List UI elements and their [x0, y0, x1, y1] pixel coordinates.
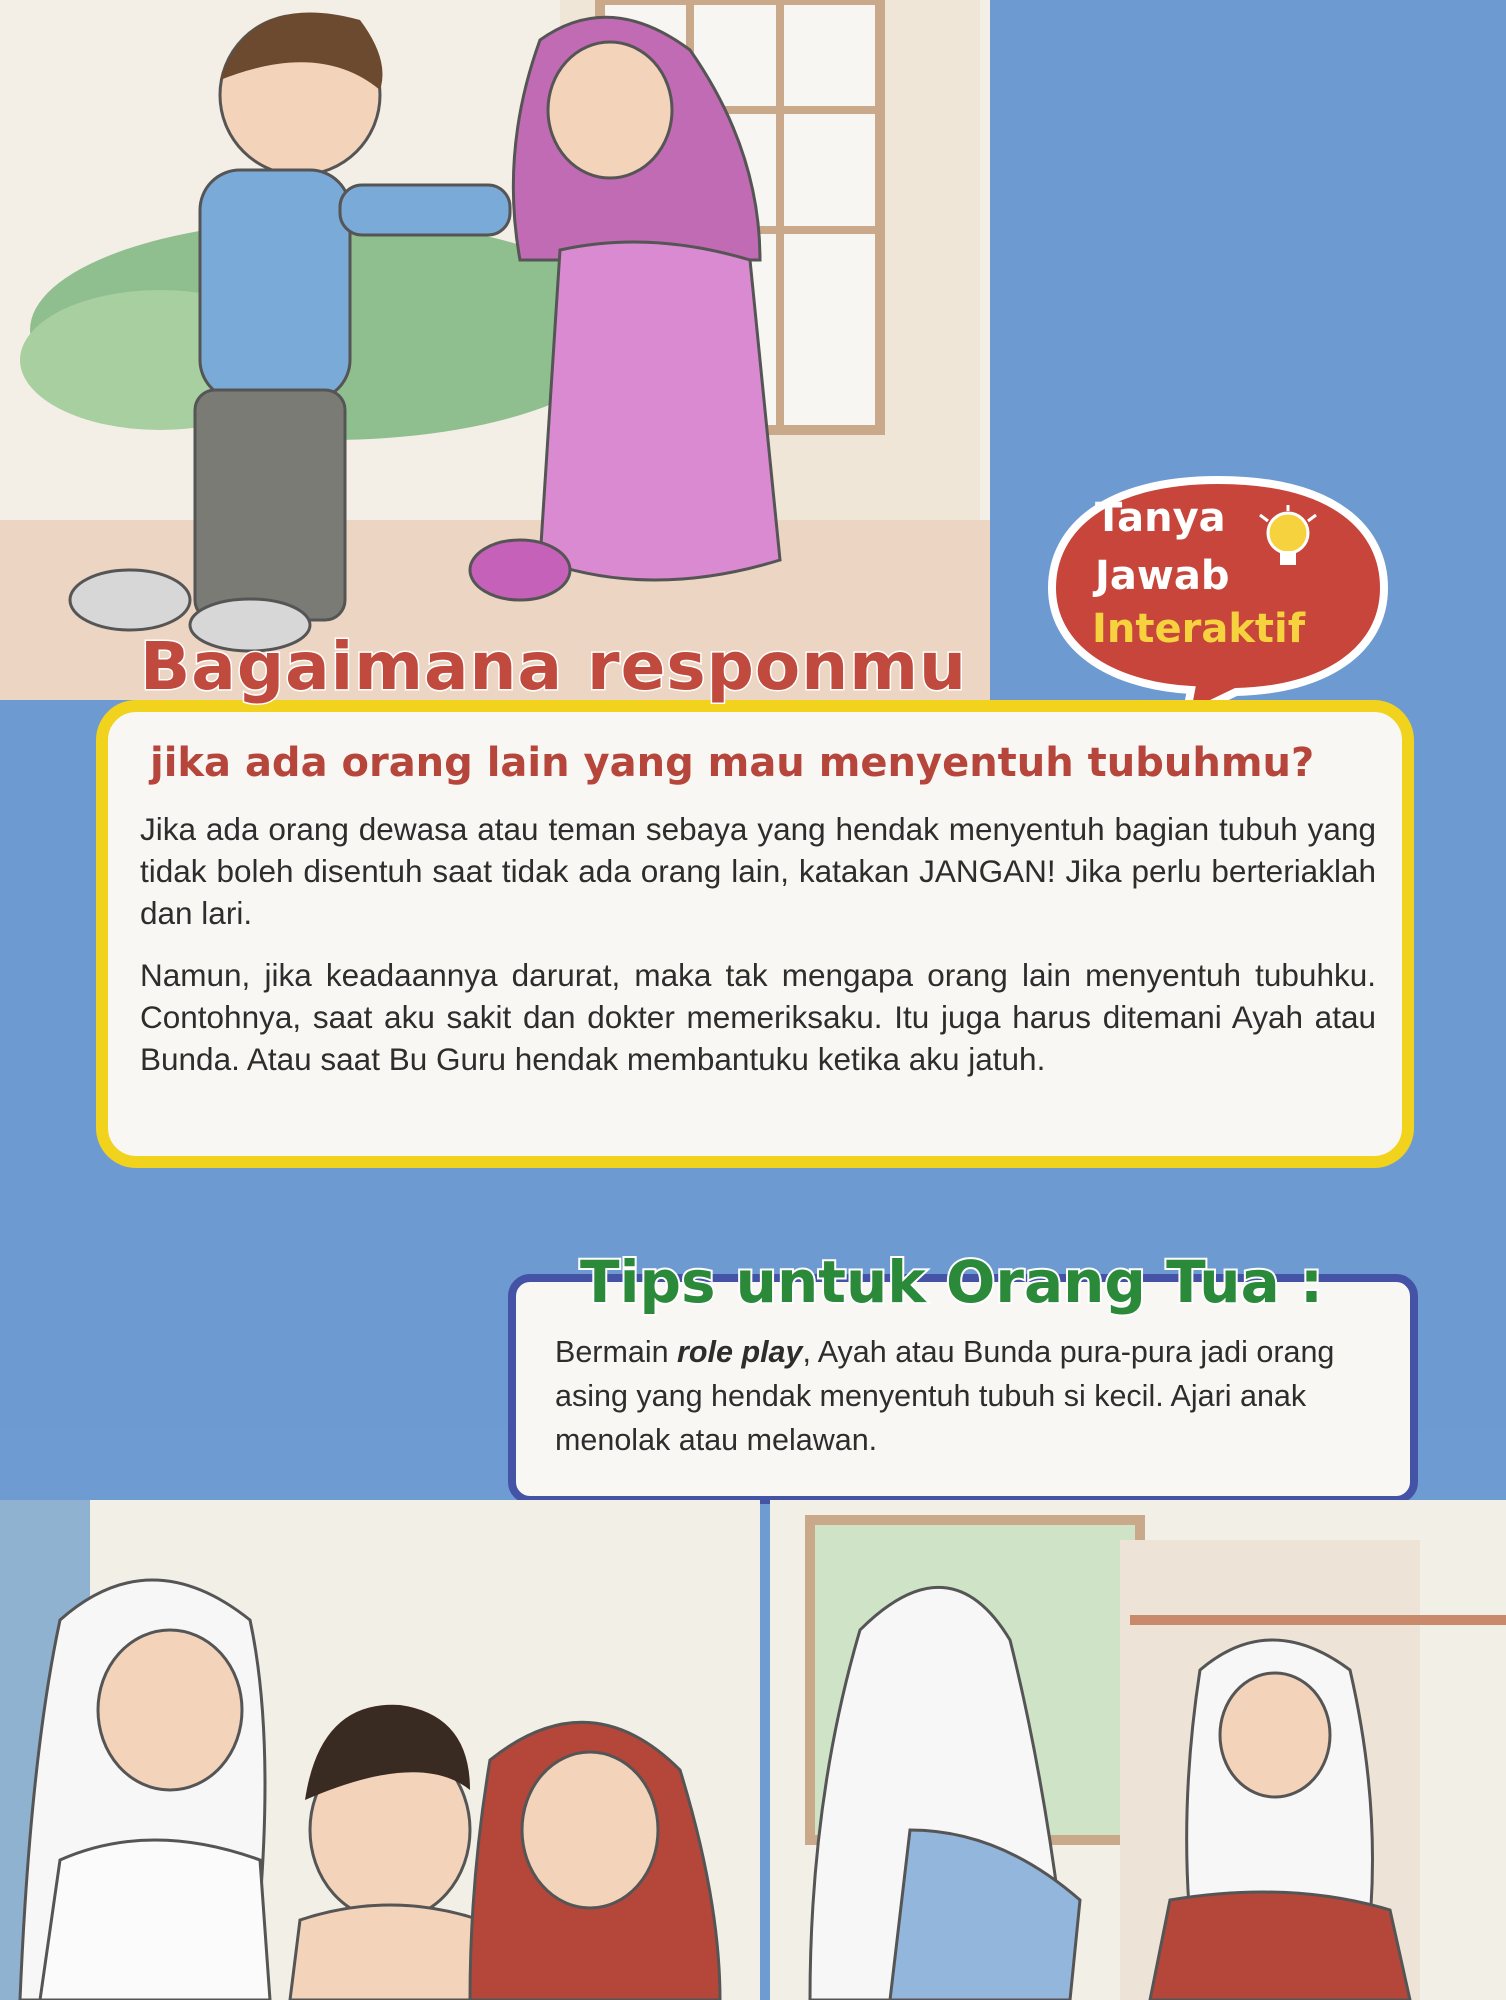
page-title: Bagaimana responmu	[140, 628, 967, 705]
badge-line-interaktif: Interaktif	[1092, 606, 1306, 652]
boy-and-girl-illustration	[0, 0, 1040, 720]
badge-line-jawab: Jawab	[1095, 553, 1230, 599]
page-subtitle: jika ada orang lain yang mau menyentuh tubuhmu?	[150, 740, 1315, 786]
doctor-examining-child-illustration	[0, 1500, 760, 2000]
tips-emphasis: role play	[677, 1335, 803, 1369]
paragraph-1: Jika ada orang dewasa atau teman sebaya yang hendak menyentuh bagian tubuh yang tidak boleh disentuh saat tidak ada orang lain, katakan JANGAN! Jika perlu berteriaklah dan lari.	[140, 811, 1376, 931]
tips-text-before: Bermain	[555, 1335, 678, 1369]
tips-text	[555, 1330, 1385, 1462]
paragraph-2: Namun, jika keadaannya darurat, maka tak mengapa orang lain menyentuh tubuhku. Contohnya, saat aku sakit dan dokter memeriksaku. Itu juga harus ditemani Ayah atau Bunda. Atau saat Bu Guru hendak membantuku ketika aku jatuh.	[140, 957, 1376, 1077]
badge-line-tanya: Tanya	[1095, 495, 1226, 541]
lightbulb-icon	[1258, 505, 1318, 585]
tips-title: Tips untuk Orang Tua :	[580, 1248, 1324, 1316]
teacher-helping-child-illustration	[770, 1500, 1506, 2000]
tips-text-after: , Ayah atau Bunda pura-pura jadi orang asing yang hendak menyentuh tubuh si kecil. Ajari anak menolak atau melawan.	[555, 1335, 1335, 1457]
